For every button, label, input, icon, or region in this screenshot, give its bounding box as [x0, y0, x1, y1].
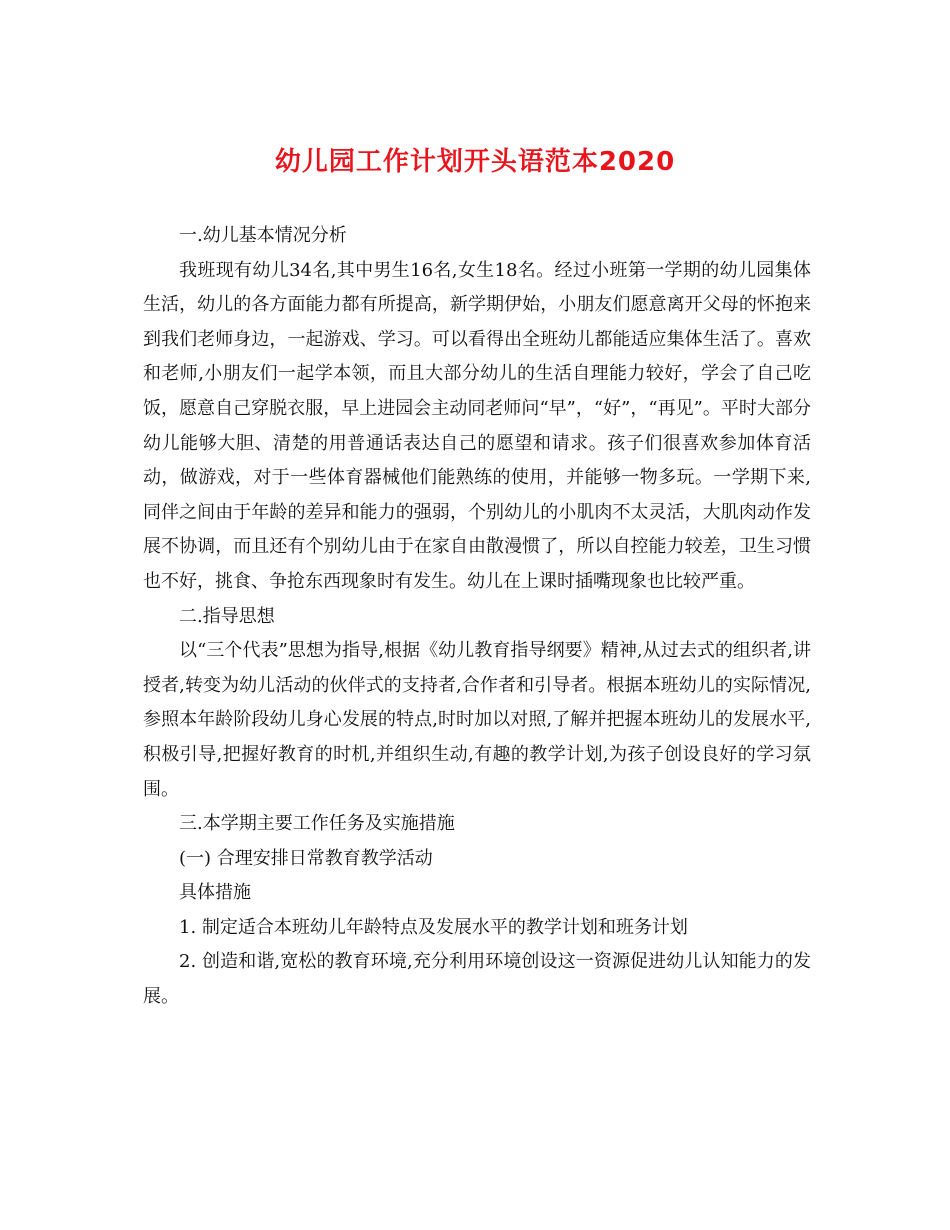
document-body — [143, 219, 811, 1015]
paragraph-guiding-idea: 以“三个代表”思想为指导,根据《幼儿教育指导纲要》精神,从过去式的组织者,讲授者,转变为幼儿活动的伙伴式的支持者,合作者和引导者。根据本班幼儿的实际情况,参照本年龄阶段幼儿身心发展的特点,时时加以对照,了解并把握本班幼儿的发展水平,积极引导,把握好教育的时机,并组织生动,有趣的教学计划,为孩子创设良好的学习氛围。 — [143, 640, 811, 800]
paragraph-children-analysis: 我班现有幼儿34名,其中男生16名,女生18名。经过小班第一学期的幼儿园集体生活，幼儿的各方面能力都有所提高，新学期伊始，小朋友们愿意离开父母的怀抱来到我们老师身边，一起游戏、学习。可以看得出全班幼儿都能适应集体生活了。喜欢和老师,小朋友们一起学本领，而且大部分幼儿的生活自理能力较好，学会了自己吃饭，愿意自己穿脱衣服，早上进园会主动同老师问“早”，“好”，“再见”。平时大部分幼儿能够大胆、清楚的用普通话表达自己的愿望和请求。孩子们很喜欢参加体育活动，做游戏，对于一些体育器械他们能熟练的使用，并能够一物多玩。一学期下来,同伴之间由于年龄的差异和能力的强弱，个别幼儿的小肌肉不太灵活，大肌肉动作发展不协调，而且还有个别幼儿由于在家自由散漫惯了，所以自控能力较差，卫生习惯也不好，挑食、争抢东西现象时有发生。幼儿在上课时插嘴现象也比较严重。 — [143, 259, 811, 592]
measures-heading: 具体措施 — [179, 882, 251, 904]
section-heading-3: 三.本学期主要工作任务及实施措施 — [179, 813, 455, 835]
section-heading-1: 一.幼儿基本情况分析 — [179, 225, 347, 246]
document-title: 幼儿园工作计划开头语范本2020 — [274, 147, 676, 177]
measure-item-2: 2. 创造和谐,宽松的教育环境,充分利用环境创设这一资源促进幼儿认知能力的发展。 — [143, 951, 811, 1008]
subsection-heading-1: (一) 合理安排日常教育教学活动 — [179, 847, 433, 869]
measure-item-1: 1. 制定适合本班幼儿年龄特点及发展水平的教学计划和班务计划 — [179, 916, 688, 938]
section-heading-2: 二.指导思想 — [179, 605, 275, 627]
